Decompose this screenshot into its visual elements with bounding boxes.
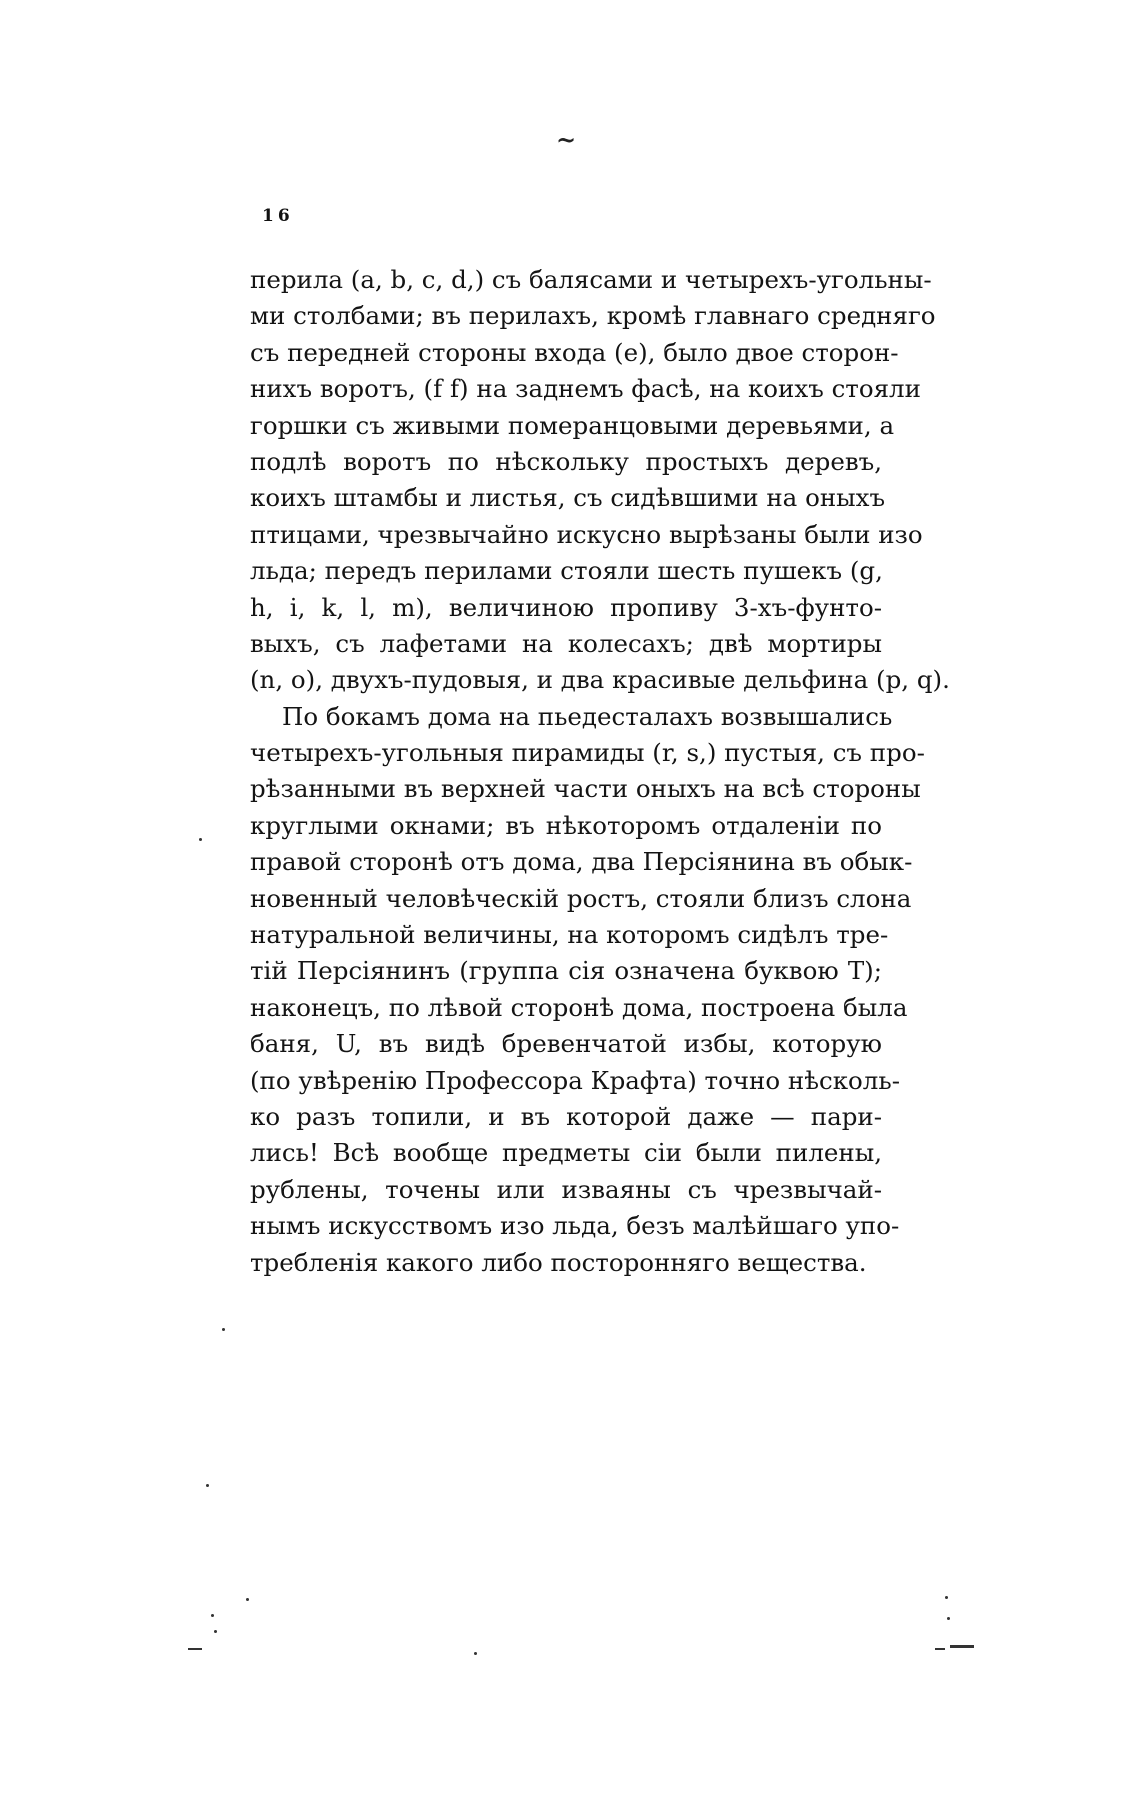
- text-line: горшки съ живыми померанцовыми деревьями, а: [250, 410, 895, 440]
- text-line: тій Персіянинъ (группа сія означена буквою Т);: [250, 956, 882, 986]
- text-line: нихъ воротъ, (f f) на заднемъ фасѣ, на коихъ стояли: [250, 374, 921, 404]
- scan-speck: [474, 1652, 477, 1655]
- text-line: По бокамъ дома на пьедесталахъ возвышались: [282, 701, 893, 731]
- scan-speck: [222, 1328, 225, 1331]
- text-line: льда; передъ перилами стояли шесть пушекъ (g,: [250, 556, 883, 586]
- text-line: требленія какого либо посторонняго вещества.: [250, 1247, 867, 1277]
- scan-speck: [947, 1617, 950, 1620]
- text-line: (n, o), двухъ-пудовыя, и два красивые дельфина (p, q).: [250, 665, 950, 695]
- text-line: рублены, точены или изваяны съ чрезвычай-: [250, 1174, 882, 1204]
- text-line: натуральной величины, на которомъ сидѣлъ тре-: [250, 920, 889, 950]
- page-number: 16: [262, 206, 294, 226]
- top-mark: ~: [556, 125, 577, 154]
- text-line: лись! Всѣ вообще предметы сіи были пилены,: [250, 1138, 882, 1168]
- scan-mark: [188, 1648, 202, 1650]
- text-line: новенный человѣческій ростъ, стояли близъ слона: [250, 883, 912, 913]
- scan-mark: [950, 1645, 974, 1648]
- text-line: ми столбами; въ перилахъ, кромѣ главнаго средняго: [250, 301, 936, 331]
- scan-speck: [214, 1630, 217, 1633]
- text-line: ко разъ топили, и въ которой даже — пари-: [250, 1101, 882, 1131]
- scan-mark: [935, 1648, 945, 1650]
- text-line: четырехъ-угольныя пирамиды (r, s,) пустыя, съ про-: [250, 738, 925, 768]
- text-line: птицами, чрезвычайно искусно вырѣзаны были изо: [250, 519, 923, 549]
- text-line: съ передней стороны входа (e), было двое сторон-: [250, 337, 899, 367]
- scan-speck: [199, 838, 202, 841]
- text-line: перила (a, b, c, d,) съ балясами и четырехъ-угольны-: [250, 265, 932, 294]
- text-line: выхъ, съ лафетами на колесахъ; двѣ мортиры: [250, 628, 882, 658]
- text-line: коихъ штамбы и листья, съ сидѣвшими на оныхъ: [250, 483, 886, 513]
- text-line: наконецъ, по лѣвой сторонѣ дома, построена была: [250, 992, 908, 1022]
- text-line: правой сторонѣ отъ дома, два Персіянина въ обык-: [250, 847, 913, 877]
- text-line: h, i, k, l, m), величиною пропиву 3-хъ-фунто-: [250, 592, 882, 622]
- text-line: круглыми окнами; въ нѣкоторомъ отдаленіи по: [250, 810, 882, 840]
- scan-speck: [945, 1596, 948, 1599]
- text-line: нымъ искусствомъ изо льда, безъ малѣйшаго упо-: [250, 1211, 900, 1241]
- body-text: [250, 262, 950, 1281]
- text-line: рѣзанными въ верхней части оныхъ на всѣ стороны: [250, 774, 921, 804]
- text-line: баня, U, въ видѣ бревенчатой избы, которую: [250, 1029, 882, 1059]
- scan-speck: [211, 1614, 214, 1617]
- text-line: подлѣ воротъ по нѣскольку простыхъ деревъ,: [250, 446, 882, 476]
- text-line: (по увѣренію Профессора Крафта) точно нѣсколь-: [250, 1065, 900, 1095]
- scan-speck: [206, 1484, 209, 1487]
- scan-speck: [246, 1598, 249, 1601]
